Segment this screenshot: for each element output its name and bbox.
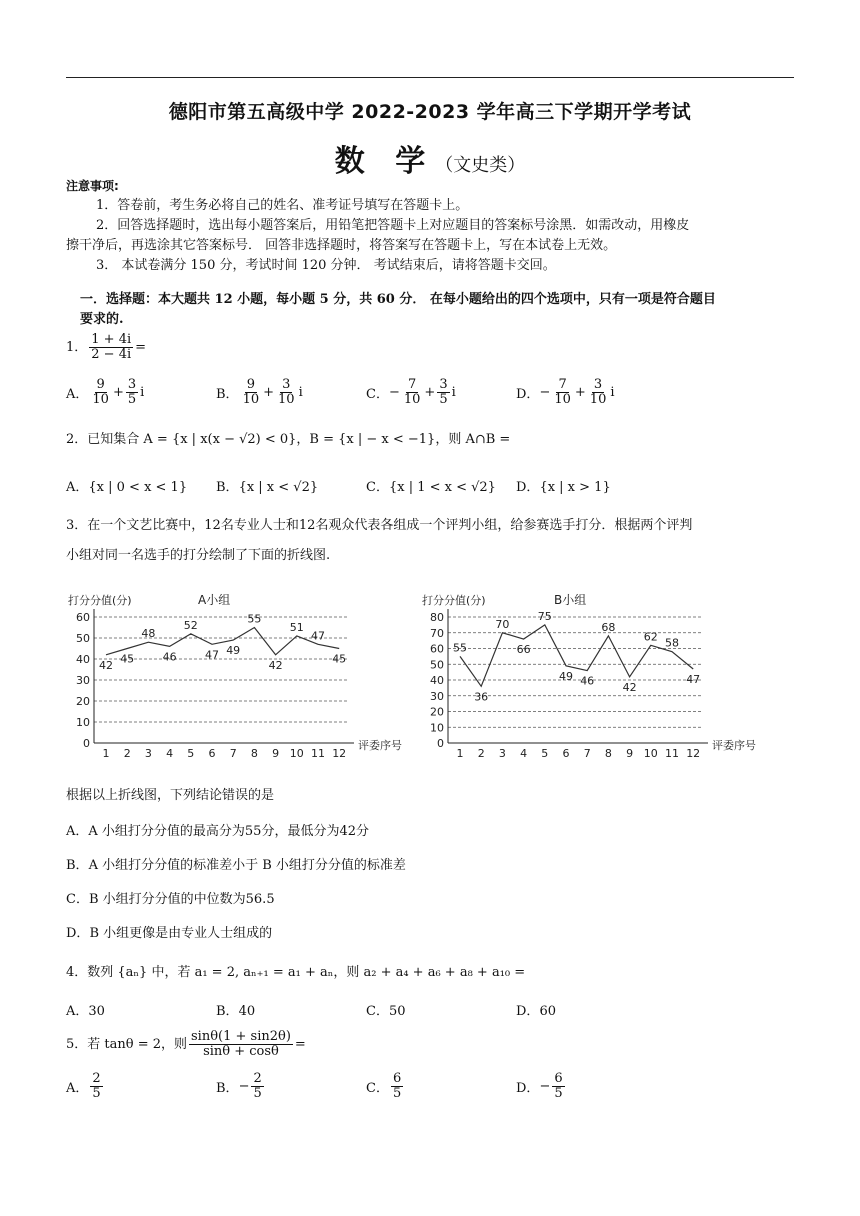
q1-fraction <box>89 333 133 363</box>
chart-b-ytick-label: 20 <box>430 705 444 719</box>
chart-b-data-label: 66 <box>516 643 531 657</box>
chart-a-xtick-label: 6 <box>208 747 216 760</box>
question-2: 2．已知集合 A = {x | x(x − √2) < 0}，B = {x | − x < −1}，则 A∩B = <box>66 432 511 447</box>
subject-note: （文史类） <box>435 155 526 176</box>
chart-a-data-label: 55 <box>247 612 262 626</box>
chart-a-data-label: 49 <box>226 644 241 658</box>
chart-b-ytick-label: 40 <box>430 674 444 687</box>
chart-a-xtick-label: 1 <box>102 747 110 760</box>
q5-option-c[interactable]: C． $\frac{6}{5}$ <box>366 1071 402 1102</box>
q3-option-d[interactable]: D．B 小组更像是由专业人士组成的 <box>66 926 273 941</box>
q5-frac-den: sinθ + cosθ <box>203 1044 279 1060</box>
chart-b-xtick-label: 10 <box>643 747 658 760</box>
q1-equals: = <box>135 339 147 355</box>
chart-a-ytick-label: 40 <box>76 653 90 666</box>
chart-a-data-label: 45 <box>332 652 347 666</box>
q4-option-b[interactable]: B．40 <box>216 1004 256 1019</box>
chart-b-series-line <box>460 625 693 686</box>
question-4: 4．数列 {aₙ} 中，若 a₁ = 2, aₙ₊₁ = a₁ + aₙ，则 a₂ + a₄ + a₆ + a₈ + a₁₀ = <box>66 965 526 980</box>
q1-option-a[interactable]: A． $\frac{9}{10}$ + $\frac{3}{5}$ i <box>66 377 145 408</box>
chart-a-data-label: 51 <box>289 620 304 634</box>
q5-option-d[interactable]: D． − $\frac{6}{5}$ <box>516 1071 563 1102</box>
q2-option-c[interactable]: C．{x | 1 < x < √2} <box>366 480 496 495</box>
chart-b-data-label: 62 <box>643 630 658 644</box>
q2-option-a[interactable]: A．{x | 0 < x < 1} <box>66 480 188 495</box>
chart-a-xtick-label: 4 <box>166 747 174 760</box>
exam-subject <box>0 136 860 180</box>
chart-b-data-label: 68 <box>601 620 616 634</box>
chart-a-xtick-label: 10 <box>289 747 304 760</box>
chart-b-svg <box>420 590 770 770</box>
chart-a-xtick-label: 2 <box>123 747 131 760</box>
chart-b-xtick-label: 4 <box>520 747 528 760</box>
chart-a-svg <box>66 590 406 770</box>
q2-option-b[interactable]: B．{x | x < √2} <box>216 480 319 495</box>
chart-b-xtick-label: 5 <box>541 747 549 760</box>
exam-title: 德阳市第五高级中学 2022-2023 学年高三下学期开学考试 <box>168 101 692 123</box>
chart-b-data-label: 55 <box>453 641 467 655</box>
chart-b-ytick-label: 60 <box>430 642 444 656</box>
chart-a-ytick-label: 60 <box>76 611 90 624</box>
question-3-line1: 3．在一个文艺比赛中，12名专业人士和12名观众代表各组成一个评判小组，给参赛选手打分．根据两个评判 <box>66 518 693 533</box>
chart-a-title: A小组 <box>198 593 231 607</box>
chart-a-data-label: 47 <box>311 629 325 643</box>
note-item-2: 2．回答选择题时，选出每小题答案后，用铅笔把答题卡上对应题目的答案标号涂黑．如需改动，用橡皮 <box>96 218 690 233</box>
chart-a-ytick-label: 20 <box>76 695 90 708</box>
chart-a-data-label: 48 <box>141 627 156 641</box>
chart-a-ytick-label: 10 <box>76 716 90 729</box>
chart-a-xtick-label: 5 <box>187 747 195 760</box>
notes-heading: 注意事项: <box>66 179 119 193</box>
chart-a-data-label: 47 <box>205 648 219 662</box>
section1-line1: 一．选择题：本大题共 12 小题，每小题 5 分，共 60 分． 在每小题给出的四个选项中，只有一项是符合题目 <box>80 292 716 307</box>
chart-a-xlabel: 评委序号 <box>358 739 402 752</box>
q5-equals: = <box>294 1036 306 1052</box>
q5-option-a[interactable]: A． $\frac{2}{5}$ <box>66 1071 101 1102</box>
chart-b-xtick-label: 3 <box>498 747 506 760</box>
chart-b-xtick-label: 7 <box>583 747 591 760</box>
chart-b-data-label: 58 <box>665 636 679 650</box>
subject-name: 数 学 <box>334 144 436 179</box>
q3-option-a[interactable]: A．A 小组打分分值的最高分为55分，最低分为42分 <box>66 824 369 839</box>
q1-option-d[interactable]: D． − $\frac{7}{10}$ + $\frac{3}{10}$ i <box>516 377 615 408</box>
chart-a-xtick-label: 11 <box>311 747 325 760</box>
chart-b <box>420 590 770 774</box>
chart-b-data-label: 75 <box>537 609 552 623</box>
chart-b-data-label: 36 <box>474 690 489 704</box>
chart-a-xtick-label: 8 <box>250 747 258 760</box>
chart-b-data-label: 42 <box>622 680 637 694</box>
chart-a-xtick-label: 7 <box>229 747 237 760</box>
chart-b-ytick-label: 30 <box>430 689 444 703</box>
q4-option-d[interactable]: D．60 <box>516 1004 556 1019</box>
chart-b-data-label: 70 <box>495 617 510 631</box>
chart-b-data-label: 47 <box>686 672 701 686</box>
q1-frac-den: 2 − 4i <box>91 347 132 363</box>
q5-fraction <box>189 1030 293 1060</box>
chart-b-xtick-label: 11 <box>665 747 679 760</box>
q3-after: 根据以上折线图，下列结论错误的是 <box>66 788 275 803</box>
q1-option-c[interactable]: C． − $\frac{7}{10}$ + $\frac{3}{5}$ i <box>366 377 456 408</box>
note-item-2-cont: 擦干净后，再选涂其它答案标号． 回答非选择题时，将答案写在答题卡上，写在本试卷上无效。 <box>66 238 617 253</box>
top-rule <box>66 77 794 78</box>
chart-a-xtick-label: 9 <box>272 747 280 760</box>
chart-b-xtick-label: 8 <box>604 747 612 760</box>
chart-a-data-label: 42 <box>268 658 283 672</box>
chart-b-ytick-label: 80 <box>430 611 444 624</box>
q1-option-b[interactable]: B． $\frac{9}{10}$ + $\frac{3}{10}$ i <box>216 377 303 408</box>
note-item-3: 3． 本试卷满分 150 分，考试时间 120 分钟． 考试结束后，请将答题卡交回。 <box>96 258 556 273</box>
chart-a-ytick-label: 30 <box>76 674 90 687</box>
q5-frac-num: sinθ(1 + sin2θ) <box>191 1029 291 1044</box>
chart-b-xtick-label: 1 <box>456 747 464 760</box>
q4-option-c[interactable]: C．50 <box>366 1004 406 1019</box>
chart-a-data-label: 52 <box>183 618 198 632</box>
q1-number: 1． <box>66 339 88 355</box>
q5-option-b[interactable]: B． − $\frac{2}{5}$ <box>216 1071 262 1102</box>
section1-line2: 要求的. <box>80 312 124 327</box>
q5-prefix: 5．若 tanθ = 2，则 <box>66 1036 188 1052</box>
chart-a-ytick-label: 50 <box>76 632 90 645</box>
chart-b-ylabel: 打分分值(分) <box>422 594 486 607</box>
chart-a-ytick-label: 0 <box>83 737 90 750</box>
chart-a-data-label: 42 <box>99 658 113 672</box>
chart-a-xtick-label: 3 <box>144 747 152 760</box>
q3-option-b[interactable]: B．A 小组打分分值的标准差小于 B 小组打分分值的标准差 <box>66 858 406 873</box>
chart-b-title: B小组 <box>554 593 587 607</box>
question-3-line2: 小组对同一名选手的打分绘制了下面的折线图. <box>66 548 331 563</box>
chart-b-xtick-label: 6 <box>562 747 570 760</box>
chart-a <box>66 590 406 774</box>
chart-b-xtick-label: 9 <box>626 747 634 760</box>
q2-option-d[interactable]: D．{x | x > 1} <box>516 480 611 495</box>
chart-b-xtick-label: 2 <box>477 747 485 760</box>
question-1 <box>66 333 146 363</box>
chart-a-data-label: 45 <box>120 652 135 666</box>
chart-b-data-label: 49 <box>559 669 573 683</box>
chart-b-ytick-label: 0 <box>437 737 444 750</box>
note-item-1: 1．答卷前，考生务必将自己的姓名、准考证号填写在答题卡上。 <box>96 198 469 213</box>
chart-b-ytick-label: 70 <box>430 626 444 640</box>
chart-a-xtick-label: 12 <box>332 747 347 760</box>
chart-b-ytick-label: 10 <box>430 721 444 735</box>
chart-b-xlabel: 评委序号 <box>712 739 756 752</box>
question-5 <box>66 1030 306 1060</box>
q3-option-c[interactable]: C．B 小组打分分值的中位数为56.5 <box>66 892 275 907</box>
chart-b-data-label: 46 <box>580 674 595 688</box>
chart-a-ylabel: 打分分值(分) <box>68 594 132 607</box>
q1-frac-num: 1 + 4i <box>91 332 132 347</box>
q4-option-a[interactable]: A．30 <box>66 1004 105 1019</box>
chart-b-xtick-label: 12 <box>686 747 701 760</box>
chart-b-ytick-label: 50 <box>430 658 444 672</box>
chart-a-data-label: 46 <box>162 650 177 664</box>
